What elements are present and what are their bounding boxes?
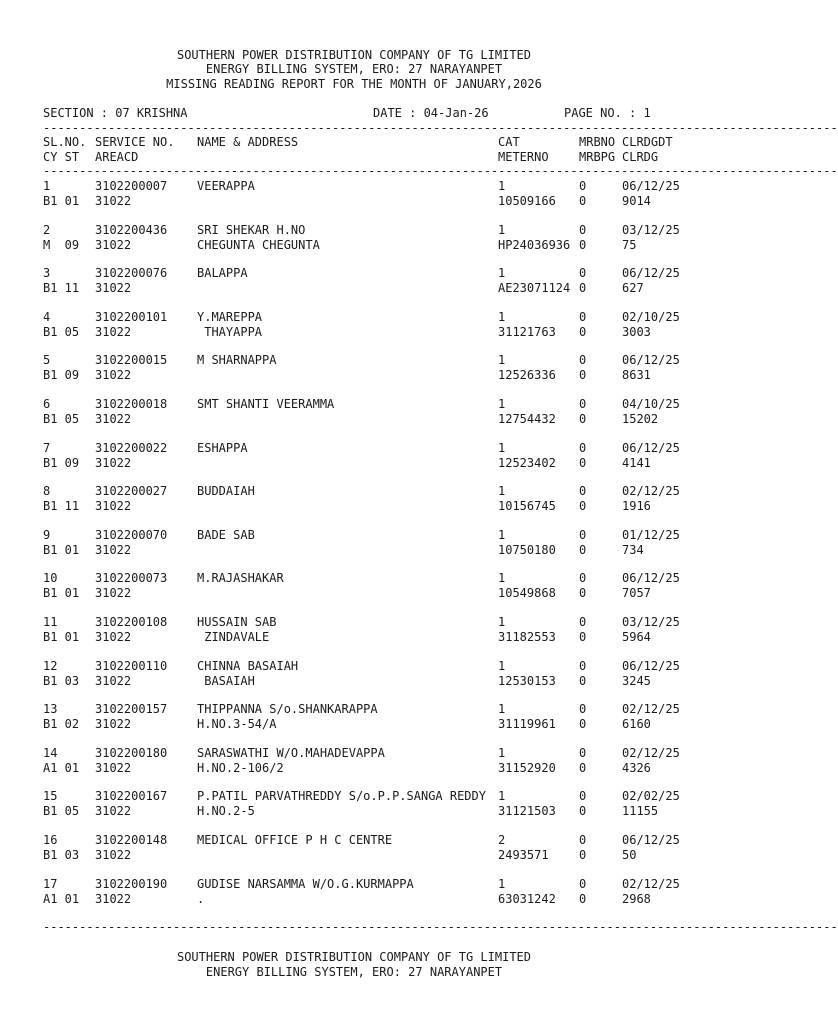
row-cy-st: B1 01	[43, 543, 80, 557]
row-cy-st: B1 11	[43, 281, 80, 295]
row-cat: 1	[498, 353, 506, 367]
row-name: BALAPPA	[197, 266, 248, 280]
row-clrdgdt: 02/12/25	[622, 746, 680, 760]
row-clrdg: 3003	[622, 325, 651, 339]
row-service-no: 3102200190	[95, 877, 168, 891]
row-meterno: 10156745	[498, 499, 556, 513]
row-sl-no: 1	[43, 179, 51, 193]
row-cy-st: B1 11	[43, 499, 80, 513]
row-name: SMT SHANTI VEERAMMA	[197, 397, 335, 411]
col-meterno: METERNO	[498, 150, 549, 164]
row-clrdgdt: 02/02/25	[622, 789, 680, 803]
divider-header: --------------------------------------------------------------------------------------------------------------	[43, 164, 838, 178]
col-slno: SL.NO.	[43, 135, 87, 149]
row-mrbno: 0	[579, 353, 587, 367]
row-cat: 1	[498, 615, 506, 629]
row-cat: 1	[498, 702, 506, 716]
row-name: M.RAJASHAKAR	[197, 571, 284, 585]
row-cat: 1	[498, 441, 506, 455]
row-cy-st: B1 01	[43, 586, 80, 600]
row-clrdgdt: 06/12/25	[622, 833, 680, 847]
row-address: THAYAPPA	[197, 325, 263, 339]
row-mrbpg: 0	[579, 456, 587, 470]
row-sl-no: 6	[43, 397, 51, 411]
footer-billing-system: ENERGY BILLING SYSTEM, ERO: 27 NARAYANPET	[205, 965, 503, 979]
col-cat: CAT	[498, 135, 520, 149]
col-mrbno: MRBNO	[579, 135, 616, 149]
row-clrdgdt: 06/12/25	[622, 441, 680, 455]
row-service-no: 3102200073	[95, 571, 168, 585]
row-service-no: 3102200110	[95, 659, 168, 673]
row-meterno: 31152920	[498, 761, 556, 775]
row-meterno: 31121503	[498, 804, 556, 818]
row-cat: 1	[498, 484, 506, 498]
col-areacd: AREACD	[95, 150, 139, 164]
row-mrbno: 0	[579, 528, 587, 542]
row-mrbpg: 0	[579, 194, 587, 208]
row-service-no: 3102200148	[95, 833, 168, 847]
row-name: MEDICAL OFFICE P H C CENTRE	[197, 833, 393, 847]
row-areacd: 31022	[95, 194, 132, 208]
row-sl-no: 9	[43, 528, 51, 542]
row-sl-no: 7	[43, 441, 51, 455]
row-mrbno: 0	[579, 571, 587, 585]
row-mrbpg: 0	[579, 761, 587, 775]
row-service-no: 3102200167	[95, 789, 168, 803]
row-sl-no: 14	[43, 746, 58, 760]
row-clrdg: 15202	[622, 412, 659, 426]
row-cat: 1	[498, 746, 506, 760]
row-mrbno: 0	[579, 484, 587, 498]
company-name: SOUTHERN POWER DISTRIBUTION COMPANY OF TG LIMITED	[176, 48, 531, 62]
row-cat: 2	[498, 833, 506, 847]
row-clrdgdt: 06/12/25	[622, 179, 680, 193]
row-clrdg: 8631	[622, 368, 651, 382]
row-areacd: 31022	[95, 761, 132, 775]
row-mrbno: 0	[579, 833, 587, 847]
row-name: THIPPANNA S/o.SHANKARAPPA	[197, 702, 378, 716]
row-cy-st: B1 05	[43, 804, 80, 818]
row-clrdg: 3245	[622, 674, 651, 688]
row-clrdg: 4141	[622, 456, 651, 470]
divider-top: --------------------------------------------------------------------------------------------------------------	[43, 121, 838, 135]
row-mrbno: 0	[579, 223, 587, 237]
row-cy-st: M 09	[43, 238, 80, 252]
row-mrbpg: 0	[579, 325, 587, 339]
row-meterno: 31182553	[498, 630, 556, 644]
row-areacd: 31022	[95, 543, 132, 557]
row-address: H.NO.3-54/A	[197, 717, 277, 731]
row-sl-no: 11	[43, 615, 58, 629]
row-sl-no: 5	[43, 353, 51, 367]
row-mrbpg: 0	[579, 281, 587, 295]
row-service-no: 3102200027	[95, 484, 168, 498]
row-mrbpg: 0	[579, 892, 587, 906]
row-areacd: 31022	[95, 630, 132, 644]
row-mrbpg: 0	[579, 368, 587, 382]
col-clrdgdt: CLRDGDT	[622, 135, 673, 149]
row-address: .	[197, 892, 205, 906]
row-mrbpg: 0	[579, 674, 587, 688]
row-meterno: 10750180	[498, 543, 556, 557]
row-clrdgdt: 04/10/25	[622, 397, 680, 411]
row-areacd: 31022	[95, 238, 132, 252]
row-clrdgdt: 02/12/25	[622, 702, 680, 716]
row-mrbpg: 0	[579, 499, 587, 513]
row-clrdg: 11155	[622, 804, 659, 818]
row-cy-st: B1 03	[43, 848, 80, 862]
row-name: GUDISE NARSAMMA W/O.G.KURMAPPA	[197, 877, 414, 891]
row-areacd: 31022	[95, 848, 132, 862]
row-name: VEERAPPA	[197, 179, 255, 193]
row-service-no: 3102200436	[95, 223, 168, 237]
row-service-no: 3102200101	[95, 310, 168, 324]
row-clrdg: 50	[622, 848, 637, 862]
row-clrdgdt: 03/12/25	[622, 615, 680, 629]
row-meterno: 31119961	[498, 717, 556, 731]
col-cy-st: CY ST	[43, 150, 80, 164]
row-clrdg: 7057	[622, 586, 651, 600]
divider-bottom: --------------------------------------------------------------------------------------------------------------	[43, 920, 838, 934]
col-mrbpg: MRBPG	[579, 150, 616, 164]
row-cat: 1	[498, 789, 506, 803]
row-meterno: 63031242	[498, 892, 556, 906]
row-meterno: 10549868	[498, 586, 556, 600]
row-meterno: 10509166	[498, 194, 556, 208]
row-meterno: 12526336	[498, 368, 556, 382]
row-cy-st: B1 01	[43, 194, 80, 208]
row-mrbpg: 0	[579, 238, 587, 252]
row-cat: 1	[498, 223, 506, 237]
row-mrbno: 0	[579, 702, 587, 716]
row-clrdg: 4326	[622, 761, 651, 775]
row-clrdgdt: 01/12/25	[622, 528, 680, 542]
row-mrbno: 0	[579, 179, 587, 193]
row-sl-no: 2	[43, 223, 51, 237]
row-cat: 1	[498, 310, 506, 324]
row-cy-st: B1 05	[43, 325, 80, 339]
row-mrbno: 0	[579, 397, 587, 411]
row-meterno: AE23071124	[498, 281, 571, 295]
row-mrbpg: 0	[579, 717, 587, 731]
row-clrdgdt: 06/12/25	[622, 266, 680, 280]
row-clrdg: 75	[622, 238, 637, 252]
row-cat: 1	[498, 179, 506, 193]
row-cy-st: A1 01	[43, 892, 80, 906]
row-mrbno: 0	[579, 659, 587, 673]
row-service-no: 3102200180	[95, 746, 168, 760]
row-service-no: 3102200007	[95, 179, 168, 193]
row-areacd: 31022	[95, 368, 132, 382]
row-cy-st: B1 03	[43, 674, 80, 688]
row-mrbno: 0	[579, 789, 587, 803]
row-sl-no: 4	[43, 310, 51, 324]
row-meterno: HP24036936	[498, 238, 571, 252]
row-mrbpg: 0	[579, 804, 587, 818]
row-address: BASAIAH	[197, 674, 255, 688]
row-mrbno: 0	[579, 310, 587, 324]
row-clrdgdt: 02/12/25	[622, 877, 680, 891]
row-areacd: 31022	[95, 456, 132, 470]
row-clrdg: 734	[622, 543, 644, 557]
row-cat: 1	[498, 659, 506, 673]
row-service-no: 3102200076	[95, 266, 168, 280]
row-mrbpg: 0	[579, 586, 587, 600]
row-meterno: 31121763	[498, 325, 556, 339]
row-areacd: 31022	[95, 804, 132, 818]
row-cat: 1	[498, 266, 506, 280]
row-cy-st: B1 09	[43, 368, 80, 382]
row-areacd: 31022	[95, 892, 132, 906]
row-mrbpg: 0	[579, 412, 587, 426]
row-mrbno: 0	[579, 746, 587, 760]
row-name: CHINNA BASAIAH	[197, 659, 299, 673]
row-mrbpg: 0	[579, 630, 587, 644]
row-mrbno: 0	[579, 877, 587, 891]
row-cy-st: A1 01	[43, 761, 80, 775]
col-clrdg: CLRDG	[622, 150, 659, 164]
footer-company-name: SOUTHERN POWER DISTRIBUTION COMPANY OF TG LIMITED	[176, 950, 531, 964]
row-mrbno: 0	[579, 441, 587, 455]
row-areacd: 31022	[95, 586, 132, 600]
row-areacd: 31022	[95, 674, 132, 688]
row-clrdgdt: 06/12/25	[622, 659, 680, 673]
row-meterno: 12754432	[498, 412, 556, 426]
row-cat: 1	[498, 571, 506, 585]
row-cat: 1	[498, 877, 506, 891]
row-address: ZINDAVALE	[197, 630, 270, 644]
row-clrdg: 2968	[622, 892, 651, 906]
row-meterno: 2493571	[498, 848, 549, 862]
row-sl-no: 10	[43, 571, 58, 585]
report-date: DATE : 04-Jan-26	[373, 106, 489, 120]
row-meterno: 12530153	[498, 674, 556, 688]
row-name: Y.MAREPPA	[197, 310, 263, 324]
row-service-no: 3102200015	[95, 353, 168, 367]
col-name-address: NAME & ADDRESS	[197, 135, 299, 149]
row-cy-st: B1 05	[43, 412, 80, 426]
row-service-no: 3102200108	[95, 615, 168, 629]
row-cy-st: B1 02	[43, 717, 80, 731]
row-sl-no: 15	[43, 789, 58, 803]
report-title: MISSING READING REPORT FOR THE MONTH OF JANUARY,2026	[166, 77, 542, 91]
row-clrdgdt: 06/12/25	[622, 571, 680, 585]
row-areacd: 31022	[95, 412, 132, 426]
row-areacd: 31022	[95, 499, 132, 513]
row-clrdgdt: 03/12/25	[622, 223, 680, 237]
row-sl-no: 17	[43, 877, 58, 891]
row-mrbno: 0	[579, 615, 587, 629]
row-sl-no: 16	[43, 833, 58, 847]
row-service-no: 3102200070	[95, 528, 168, 542]
section-label: SECTION : 07 KRISHNA	[43, 106, 188, 120]
row-clrdg: 6160	[622, 717, 651, 731]
row-address: H.NO.2-5	[197, 804, 255, 818]
row-sl-no: 12	[43, 659, 58, 673]
row-mrbno: 0	[579, 266, 587, 280]
row-name: SRI SHEKAR H.NO	[197, 223, 306, 237]
row-name: BADE SAB	[197, 528, 255, 542]
row-cat: 1	[498, 528, 506, 542]
row-sl-no: 13	[43, 702, 58, 716]
row-cat: 1	[498, 397, 506, 411]
billing-system: ENERGY BILLING SYSTEM, ERO: 27 NARAYANPET	[205, 62, 503, 76]
page-number: PAGE NO. : 1	[564, 106, 651, 120]
row-name: HUSSAIN SAB	[197, 615, 277, 629]
row-service-no: 3102200022	[95, 441, 168, 455]
row-address: CHEGUNTA CHEGUNTA	[197, 238, 320, 252]
row-service-no: 3102200018	[95, 397, 168, 411]
row-name: M SHARNAPPA	[197, 353, 277, 367]
row-mrbpg: 0	[579, 848, 587, 862]
row-clrdg: 5964	[622, 630, 651, 644]
row-clrdgdt: 02/12/25	[622, 484, 680, 498]
row-clrdgdt: 02/10/25	[622, 310, 680, 324]
row-address: H.NO.2-106/2	[197, 761, 284, 775]
row-clrdgdt: 06/12/25	[622, 353, 680, 367]
row-meterno: 12523402	[498, 456, 556, 470]
row-sl-no: 8	[43, 484, 51, 498]
row-name: P.PATIL PARVATHREDDY S/o.P.P.SANGA REDDY	[197, 789, 486, 803]
row-name: BUDDAIAH	[197, 484, 255, 498]
row-areacd: 31022	[95, 717, 132, 731]
row-clrdg: 1916	[622, 499, 651, 513]
row-clrdg: 627	[622, 281, 644, 295]
row-cy-st: B1 09	[43, 456, 80, 470]
row-sl-no: 3	[43, 266, 51, 280]
row-cy-st: B1 01	[43, 630, 80, 644]
row-areacd: 31022	[95, 281, 132, 295]
row-areacd: 31022	[95, 325, 132, 339]
row-name: SARASWATHI W/O.MAHADEVAPPA	[197, 746, 385, 760]
row-service-no: 3102200157	[95, 702, 168, 716]
row-clrdg: 9014	[622, 194, 651, 208]
row-name: ESHAPPA	[197, 441, 248, 455]
row-mrbpg: 0	[579, 543, 587, 557]
col-service-no: SERVICE NO.	[95, 135, 175, 149]
